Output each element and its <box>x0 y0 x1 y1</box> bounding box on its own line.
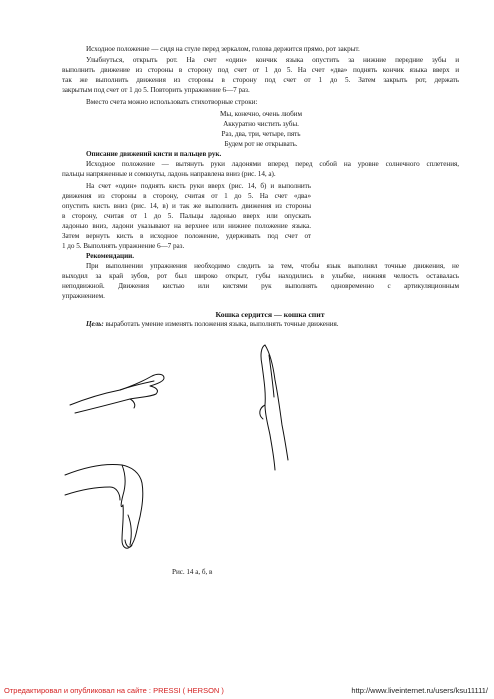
poem-line: Раз, два, три, четыре, пять <box>221 130 301 138</box>
paragraph-line: упражнением. <box>62 292 105 300</box>
paragraph-line: неподвижной. Движения кистью или кистями рук выполнять одновременно с артикуляционным <box>62 282 459 290</box>
hand-figure <box>60 335 320 575</box>
section-heading: Описание движений кисти и пальцев рук. <box>86 150 222 158</box>
paragraph-line: Улыбнуться, открыть рот. На счет «один» кончик языка опустить за нижние передние зубы и <box>86 56 459 64</box>
paragraph-line: Исходное положение — вытянуть руки ладонями вперед перед собой на уровне солнечного сплетения, <box>86 160 459 168</box>
poem-line: Мы, конечно, очень любим <box>220 110 302 118</box>
hand-illustration-b <box>260 345 288 470</box>
goal-text: выработать умение изменять положения языка, выполнять точные движения. <box>105 320 339 328</box>
paragraph-line: При выполнении упражнения необходимо следить за тем, чтобы язык выполнял точные движения, не <box>86 262 459 270</box>
goal-line <box>86 320 339 329</box>
source-url-watermark[interactable]: http://www.liveinternet.ru/users/ksu11111/ <box>351 686 488 695</box>
paragraph-line: движения из стороны в сторону, считая от 1 до 5. На счет «два» <box>62 192 311 200</box>
editor-watermark: Отредактировал и опубликовал на сайте : PRESSI ( HERSON ) <box>4 686 224 695</box>
paragraph-line: так же выполнить движения из стороны в сторону под счет от 1 до 5. Затем закрыть рот, держать <box>62 76 459 84</box>
paragraph-line: выходил за край зубов, рот был широко открыт, губы находились в улыбке, нижняя челюсть оставалась <box>62 272 459 280</box>
paragraph-line: выполнить движение из стороны в сторону под счет от 1 до 5. На счет «два» поднять кончик языка вверх и <box>62 66 459 74</box>
paragraph-line: ладонью вниз, ладони указывают на верхнее или нижнее положение языка. <box>62 222 311 230</box>
exercise-title: Кошка сердится — кошка спит <box>215 310 325 319</box>
section-heading: Рекомендации. <box>86 252 135 260</box>
paragraph-line: опустить кисть вниз (рис. 14, в) и так же выполнить движения из стороны <box>62 202 311 210</box>
paragraph-line: пальцы напряженные и сомкнуты, ладонь направлена вниз (рис. 14, а). <box>62 170 276 178</box>
paragraph-line: 1 до 5. Выполнять упражнение 6—7 раз. <box>62 242 185 250</box>
poem-line: Аккуратно чистить зубы. <box>223 120 299 128</box>
figure-caption: Рис. 14 а, б, в <box>172 568 213 576</box>
hand-illustration-a <box>70 374 164 413</box>
initial-position-line: Исходное положение — сидя на стуле перед зеркалом, голова держится прямо, рот закрыт. <box>86 45 360 53</box>
paragraph-line: Затем вернуть кисть в исходное положение, удерживать под счет от <box>62 232 311 240</box>
poem-line: Будем рот не открывать. <box>224 140 298 148</box>
paragraph-line: На счет «один» поднять кисть руки вверх (рис. 14, б) и выполнить <box>86 182 311 190</box>
paragraph-line: закрытым под счет от 1 до 5. Повторить упражнение 6—7 раз. <box>62 86 250 94</box>
paragraph-line: Вместо счета можно использовать стихотворные строки: <box>86 98 258 106</box>
paragraph-line: в сторону, считая от 1 до 5. Пальцы ладонью вверх или опускать <box>62 212 311 220</box>
goal-label: Цель: <box>86 320 104 328</box>
hand-illustration-c <box>65 464 143 548</box>
